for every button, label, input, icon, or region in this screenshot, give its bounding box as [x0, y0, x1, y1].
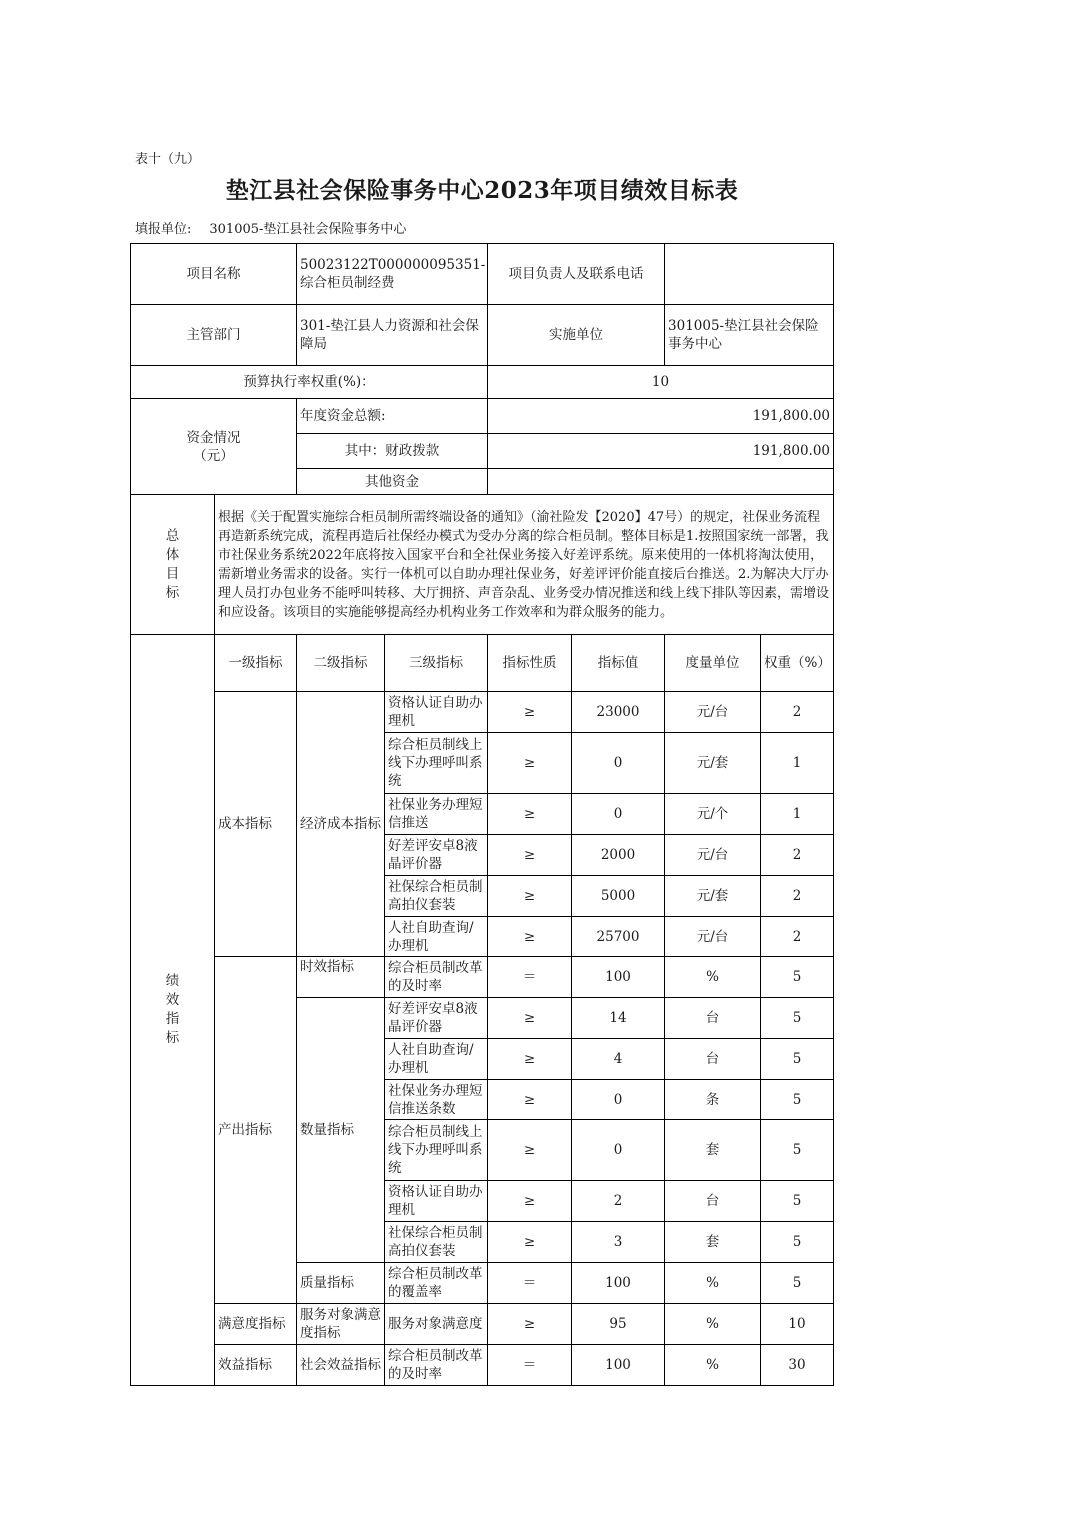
- page-title: 垫江县社会保险事务中心2023年项目绩效目标表: [225, 177, 739, 204]
- indicator-op: ≥: [488, 1181, 572, 1222]
- indicator-op: ≥: [488, 998, 572, 1039]
- indicator-unit: 元/个: [665, 794, 761, 835]
- indicator-value: 23000: [572, 692, 665, 733]
- indicator-value: 100: [572, 1263, 665, 1304]
- indicator-value: 25700: [572, 917, 665, 957]
- project-leader-value: [665, 244, 834, 305]
- indicator-weight: 1: [761, 733, 834, 794]
- indicator-value: 2: [572, 1181, 665, 1222]
- indicator-value: 100: [572, 957, 665, 998]
- col-header: 度量单位: [665, 635, 761, 692]
- funds-other-value: [488, 469, 834, 495]
- indicator-op: ＝: [488, 1263, 572, 1304]
- indicator-name: 资格认证自助办理机: [385, 692, 488, 733]
- funds-fiscal-value: 191,800.00: [488, 434, 834, 469]
- goal-label-char: 标: [165, 584, 180, 601]
- indicator-value: 100: [572, 1345, 665, 1386]
- indicator-unit: 元/台: [665, 692, 761, 733]
- perf-label: [131, 635, 215, 1386]
- indicator-name: 综合柜员制改革的及时率: [385, 1345, 488, 1386]
- indicator-unit: %: [665, 1304, 761, 1345]
- level2-cell: 服务对象满意度指标: [297, 1304, 385, 1345]
- indicator-weight: 2: [761, 876, 834, 917]
- indicator-op: ≥: [488, 1039, 572, 1080]
- indicator-op: ≥: [488, 692, 572, 733]
- indicator-unit: %: [665, 957, 761, 998]
- indicator-op: ≥: [488, 1080, 572, 1120]
- level1-cell: 效益指标: [215, 1345, 297, 1386]
- indicator-weight: 5: [761, 1120, 834, 1181]
- reporting-unit-value: 301005-垫江县社会保险事务中心: [209, 222, 407, 237]
- indicator-op: ＝: [488, 957, 572, 998]
- perf-label-char: 标: [165, 1030, 180, 1046]
- indicator-weight: 5: [761, 957, 834, 998]
- indicator-name: 好差评安卓8液晶评价器: [385, 835, 488, 876]
- indicator-weight: 30: [761, 1345, 834, 1386]
- goal-label: [131, 495, 215, 635]
- indicator-value: 0: [572, 733, 665, 794]
- funds-label: [131, 399, 297, 495]
- indicator-weight: 2: [761, 917, 834, 957]
- indicator-weight: 5: [761, 1181, 834, 1222]
- project-leader-label: 项目负责人及联系电话: [488, 244, 665, 305]
- indicator-value: 3: [572, 1222, 665, 1263]
- level2-cell: 质量指标: [297, 1263, 385, 1304]
- funds-total-label: 年度资金总额:: [297, 399, 488, 434]
- indicator-name: 人社自助查询/办理机: [385, 917, 488, 957]
- perf-label-char: 指: [165, 1011, 180, 1027]
- indicator-unit: 元/套: [665, 876, 761, 917]
- indicator-weight: 5: [761, 1039, 834, 1080]
- indicator-value: 4: [572, 1039, 665, 1080]
- goal-label-char: 目: [165, 565, 180, 582]
- dept-value: 301-垫江县人力资源和社会保障局: [297, 305, 488, 366]
- indicator-unit: 元/台: [665, 835, 761, 876]
- indicator-weight: 5: [761, 1222, 834, 1263]
- indicator-op: ≥: [488, 794, 572, 835]
- level2-cell: 数量指标: [297, 998, 385, 1263]
- indicator-name: 综合柜员制线上线下办理呼叫系统: [385, 1120, 488, 1181]
- indicator-name: 社保业务办理短信推送条数: [385, 1080, 488, 1120]
- indicator-op: ≥: [488, 1304, 572, 1345]
- indicator-name: 综合柜员制改革的覆盖率: [385, 1263, 488, 1304]
- impl-unit-value: 301005-垫江县社会保险事务中心: [665, 305, 834, 366]
- budget-weight-label: 预算执行率权重(%)：: [131, 366, 488, 399]
- indicator-name: 社保综合柜员制高拍仪套装: [385, 876, 488, 917]
- goal-label-char: 体: [165, 546, 180, 563]
- table-number: 表十（九）: [135, 152, 201, 167]
- level1-cell: 产出指标: [215, 957, 297, 1304]
- indicator-unit: 套: [665, 1222, 761, 1263]
- indicator-op: ＝: [488, 1345, 572, 1386]
- indicator-value: 0: [572, 1080, 665, 1120]
- indicator-unit: 元/套: [665, 733, 761, 794]
- indicator-value: 2000: [572, 835, 665, 876]
- level2-cell: 社会效益指标: [297, 1345, 385, 1386]
- impl-unit-label: 实施单位: [488, 305, 665, 366]
- indicator-unit: 元/台: [665, 917, 761, 957]
- indicator-weight: 5: [761, 998, 834, 1039]
- indicator-name: 资格认证自助办理机: [385, 1181, 488, 1222]
- indicator-unit: 台: [665, 998, 761, 1039]
- reporting-unit-label: 填报单位:: [135, 222, 192, 237]
- indicator-value: 95: [572, 1304, 665, 1345]
- goal-label-char: 总: [165, 527, 180, 544]
- indicator-weight: 5: [761, 1080, 834, 1120]
- col-header: 权重（%）: [761, 635, 834, 692]
- indicator-value: 5000: [572, 876, 665, 917]
- indicator-name: 社保综合柜员制高拍仪套装: [385, 1222, 488, 1263]
- col-header: 一级指标: [215, 635, 297, 692]
- funds-fiscal-label: 其中：财政拨款: [297, 434, 488, 469]
- col-header: 二级指标: [297, 635, 385, 692]
- perf-label-char: 绩: [165, 973, 180, 989]
- funds-total-value: 191,800.00: [488, 399, 834, 434]
- indicator-name: 综合柜员制线上线下办理呼叫系统: [385, 733, 488, 794]
- reporting-unit: [135, 218, 424, 237]
- perf-label-char: 效: [165, 992, 180, 1008]
- funds-label-line1: 资金情况: [186, 429, 241, 446]
- indicator-op: ≥: [488, 876, 572, 917]
- budget-weight-value: 10: [488, 366, 834, 399]
- indicator-weight: 5: [761, 1263, 834, 1304]
- indicator-value: 0: [572, 794, 665, 835]
- dept-label: 主管部门: [131, 305, 297, 366]
- level1-cell: 成本指标: [215, 692, 297, 957]
- indicator-name: 服务对象满意度: [385, 1304, 488, 1345]
- indicator-unit: 台: [665, 1039, 761, 1080]
- funds-label-line2: （元）: [193, 447, 234, 464]
- indicator-op: ≥: [488, 835, 572, 876]
- indicator-unit: %: [665, 1263, 761, 1304]
- indicator-weight: 2: [761, 692, 834, 733]
- indicator-op: ≥: [488, 1222, 572, 1263]
- col-header: 指标性质: [488, 635, 572, 692]
- performance-table: [130, 243, 834, 1386]
- project-name-label: 项目名称: [131, 244, 297, 305]
- indicator-name: 综合柜员制改革的及时率: [385, 957, 488, 998]
- indicator-unit: 套: [665, 1120, 761, 1181]
- indicator-unit: 台: [665, 1181, 761, 1222]
- funds-other-label: 其他资金: [297, 469, 488, 495]
- col-header: 三级指标: [385, 635, 488, 692]
- level1-cell: 满意度指标: [215, 1304, 297, 1345]
- indicator-name: 人社自助查询/办理机: [385, 1039, 488, 1080]
- indicator-unit: 条: [665, 1080, 761, 1120]
- goal-text: 根据《关于配置实施综合柜员制所需终端设备的通知》（渝社险发【2020】47号）的规定，社保业务流程再造新系统完成，流程再造后社保经办模式为受办分离的综合柜员制。整体目标是1.按照国家统一部署，我市社保业务系统2022年底将按入国家平台和全社保业务接入好差评系统。原来使用的一体机将淘汰使用，需新增业务需求的设备。实行一体机可以自助办理社保业务，好差评评价能直接后台推送。2.为解决大厅办理人员打办包业务不能呼叫转移、大厅拥挤、声音杂乱、业务受办情况推送和线上线下排队等因素，需增设和应设备。该项目的实施能够提高经办机构业务工作效率和为群众服务的能力。: [215, 495, 834, 635]
- indicator-op: ≥: [488, 733, 572, 794]
- level2-cell: 经济成本指标: [297, 692, 385, 957]
- indicator-weight: 2: [761, 835, 834, 876]
- indicator-op: ≥: [488, 1120, 572, 1181]
- col-header: 指标值: [572, 635, 665, 692]
- indicator-value: 0: [572, 1120, 665, 1181]
- level2-cell: 时效指标: [297, 957, 385, 998]
- indicator-value: 14: [572, 998, 665, 1039]
- project-name-value: 50023122T000000095351-综合柜员制经费: [297, 244, 488, 305]
- indicator-name: 社保业务办理短信推送: [385, 794, 488, 835]
- indicator-op: ≥: [488, 917, 572, 957]
- indicator-unit: %: [665, 1345, 761, 1386]
- indicator-name: 好差评安卓8液晶评价器: [385, 998, 488, 1039]
- indicator-weight: 1: [761, 794, 834, 835]
- indicator-weight: 10: [761, 1304, 834, 1345]
